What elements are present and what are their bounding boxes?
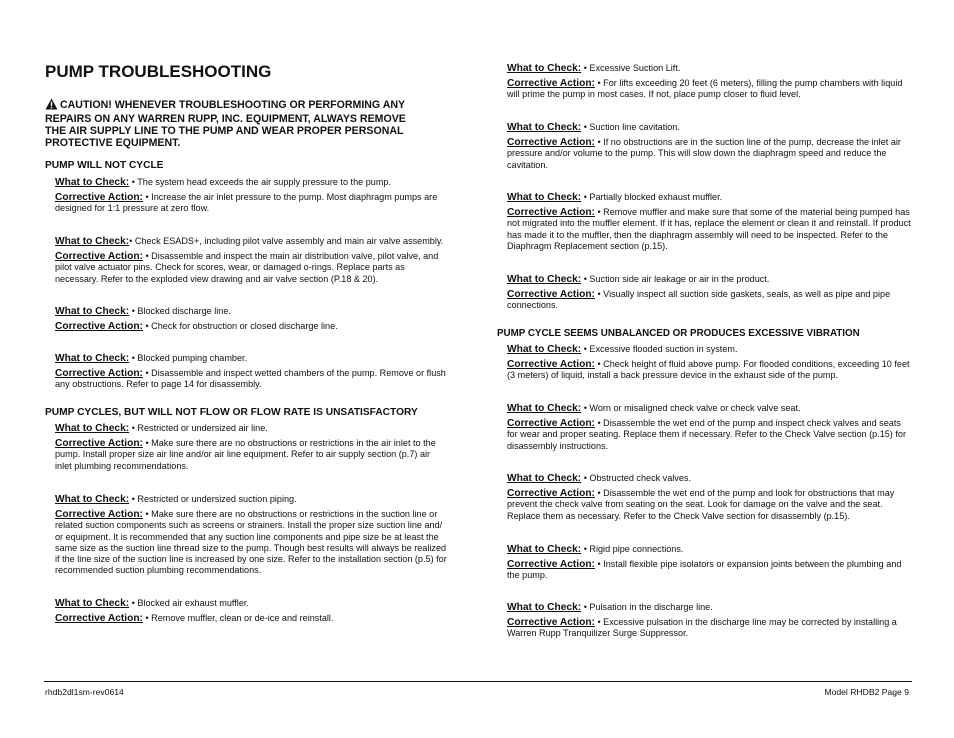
action-text: • Increase the air inlet pressure to the pump. Most diaphragm pumps are designed for 1:1 pressure at zero flow. [55, 192, 438, 214]
action-text: • Disassemble the wet end of the pump and look for obstructions that may prevent the check valve from seating on the seat. Look for damage on the valve and the seat. Replace them as necessary. Refer to the Check Valve section for disassembly (p.15). [507, 488, 895, 521]
action-text: • Remove muffler and make sure that some of the material being pumped has not migrated into the muffler element. If it has, replace the element or clean it and reinstall. If product has made it to the muffler, then the diaphragm assembly will need to be inspected. Refer to the Diaphragm Replacement section (p.15). [507, 207, 911, 251]
action-text: • Visually inspect all suction side gaskets, seals, as well as pipe and pipe connections. [507, 289, 891, 311]
check-text: • The system head exceeds the air supply pressure to the pump. [131, 177, 391, 187]
check-label: What to Check: [55, 423, 130, 434]
check-label: What to Check: [507, 63, 582, 74]
section-heading: PUMP CYCLE SEEMS UNBALANCED OR PRODUCES EXCESSIVE VIBRATION [497, 328, 860, 339]
check-text: • Suction line cavitation. [583, 122, 680, 132]
check-label: What to Check: [507, 602, 582, 613]
footer-divider [44, 681, 912, 682]
caution-notice [45, 98, 425, 149]
check-text: • Blocked discharge line. [131, 306, 231, 316]
action-text: • Check for obstruction or closed discharge line. [145, 321, 338, 332]
action-label: Corrective Action: [55, 251, 143, 263]
troubleshoot-item [55, 353, 447, 391]
check-label: What to Check: [55, 494, 130, 505]
check-text: • Excessive Suction Lift. [583, 63, 681, 73]
check-text: • Excessive flooded suction in system. [583, 344, 738, 354]
check-text: • Partially blocked exhaust muffler. [583, 192, 723, 202]
action-text: • Disassemble the wet end of the pump and inspect check valves and seats for wear and proper seating. Replace them if necessary. Refer to the Check Valve section (p.15) for disassembly instructions. [507, 418, 906, 451]
page-title: PUMP TROUBLESHOOTING [45, 62, 272, 81]
troubleshoot-item [507, 63, 911, 101]
check-text: • Check ESADS+, including pilot valve assembly and main air valve assembly. [129, 236, 444, 246]
check-label: What to Check: [507, 192, 582, 203]
check-text: • Pulsation in the discharge line. [583, 602, 713, 612]
check-label: What to Check: [507, 544, 582, 555]
action-label: Corrective Action: [507, 359, 595, 371]
action-label: Corrective Action: [55, 321, 143, 333]
troubleshoot-item [507, 403, 911, 452]
action-text: • Remove muffler, clean or de-ice and reinstall. [145, 613, 334, 624]
action-text: • Make sure there are no obstructions or restrictions in the air inlet to the pump. Install proper size air line and/or air line equipment. Refer to air supply section (p.7) air inlet plumbing recommendations. [55, 438, 436, 471]
action-label: Corrective Action: [507, 78, 595, 90]
action-label: Corrective Action: [55, 509, 143, 521]
check-label: What to Check: [55, 598, 130, 609]
troubleshoot-item [55, 598, 447, 624]
section-heading: PUMP CYCLES, BUT WILL NOT FLOW OR FLOW RATE IS UNSATISFACTORY [45, 407, 418, 418]
check-label: What to Check: [507, 473, 582, 484]
check-text: • Suction side air leakage or air in the product. [583, 274, 770, 284]
action-text: • Make sure there are no obstructions or restrictions in the suction line or related suction components such as screens or strainers. Install the proper size suction line and/ or equipment. It is recommended that any suction line components and pipe size be at least the same size as the suction line thread size to the pump. Though best results will always be realized if the line size of the suction line is increased by one size. Refer to the installation section (p.5) for recommended suction plumbing recommendations. [55, 509, 447, 576]
check-text: • Obstructed check valves. [583, 473, 691, 483]
check-text: • Restricted or undersized air line. [131, 423, 268, 433]
action-label: Corrective Action: [507, 617, 595, 629]
troubleshoot-item [507, 544, 911, 582]
caution-text: CAUTION! WHENEVER TROUBLESHOOTING OR PERFORMING ANY REPAIRS ON ANY WARREN RUPP, INC. EQUIPMENT, ALWAYS REMOVE THE AIR SUPPLY LINE TO THE PUMP AND WEAR PROPER PERSONAL PROTECTIVE EQUIPMENT. [45, 99, 406, 149]
action-text: • Check height of fluid above pump. For flooded conditions, exceeding 10 feet (3 meters) of liquid, install a back pressure device in the exhaust side of the pump. [507, 359, 910, 381]
check-label: What to Check: [55, 177, 130, 188]
action-label: Corrective Action: [507, 559, 595, 571]
action-label: Corrective Action: [55, 438, 143, 450]
action-text: • Excessive pulsation in the discharge line may be corrected by installing a Warren Rupp Tranquilizer Surge Suppressor. [507, 617, 897, 639]
troubleshoot-item [507, 473, 911, 522]
check-text: • Restricted or undersized suction piping. [131, 494, 297, 504]
check-text: • Rigid pipe connections. [583, 544, 684, 554]
action-label: Corrective Action: [507, 137, 595, 149]
check-text: • Blocked air exhaust muffler. [131, 598, 249, 608]
check-label: What to Check: [55, 306, 130, 317]
warning-icon [45, 98, 58, 113]
check-label: What to Check: [507, 122, 582, 133]
action-text: • Install flexible pipe isolators or expansion joints between the plumbing and the pump. [507, 559, 902, 581]
section-heading: PUMP WILL NOT CYCLE [45, 160, 164, 171]
troubleshoot-item [507, 602, 911, 640]
action-label: Corrective Action: [507, 289, 595, 301]
check-label: What to Check: [507, 403, 582, 414]
troubleshoot-item [55, 306, 447, 332]
troubleshoot-item [507, 344, 911, 382]
troubleshoot-item [55, 177, 447, 215]
check-label: What to Check: [507, 344, 582, 355]
troubleshoot-item [55, 494, 447, 576]
action-label: Corrective Action: [507, 488, 595, 500]
check-text: • Worn or misaligned check valve or check valve seat. [583, 403, 801, 413]
action-text: • For lifts exceeding 20 feet (6 meters), filling the pump chambers with liquid will prime the pump in most cases. If not, place pump closer to fluid level. [507, 78, 903, 100]
check-label: What to Check: [55, 236, 130, 247]
troubleshoot-item [507, 192, 911, 252]
troubleshoot-item [55, 236, 447, 285]
footer-page-number: Model RHDB2 Page 9 [824, 687, 909, 697]
action-text: • Disassemble and inspect wetted chambers of the pump. Remove or flush any obstructions. Refer to page 14 for disassembly. [55, 368, 446, 390]
check-text: • Blocked pumping chamber. [131, 353, 248, 363]
action-label: Corrective Action: [55, 192, 143, 204]
troubleshoot-item [55, 423, 447, 472]
check-label: What to Check: [55, 353, 130, 364]
troubleshoot-item [507, 122, 911, 171]
footer-doc-id: rhdb2dl1sm-rev0614 [45, 687, 124, 697]
check-label: What to Check: [507, 274, 582, 285]
action-label: Corrective Action: [507, 418, 595, 430]
action-label: Corrective Action: [507, 207, 595, 219]
troubleshoot-item [507, 274, 911, 312]
action-text: • If no obstructions are in the suction line of the pump, decrease the inlet air pressure and/or volume to the pump. This will slow down the diaphragm speed and reduce the cavitation. [507, 137, 901, 170]
action-label: Corrective Action: [55, 613, 143, 625]
action-text: • Disassemble and inspect the main air distribution valve, pilot valve, and pilot valve actuator pins. Check for scores, wear, or damaged o-rings. Replace parts as necessary. Refer to the exploded view drawing and air valve section (P.18 & 20). [55, 251, 439, 284]
action-label: Corrective Action: [55, 368, 143, 380]
